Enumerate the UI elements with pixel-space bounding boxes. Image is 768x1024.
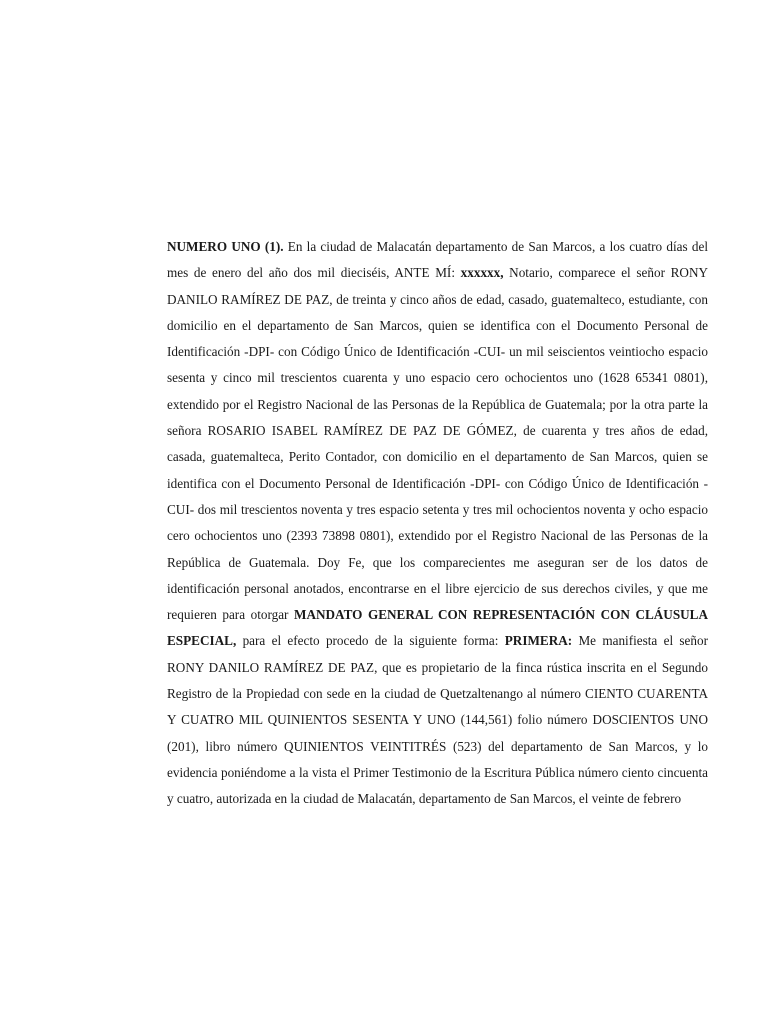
paragraph-text-intro: En la ciudad de Malacatán departamento de San Marcos, a los cuatro días del mes de enero del año dos mil dieciséis, ANTE MÍ: (167, 239, 708, 281)
paragraph-text-clause-first: Me manifiesta el señor RONY DANILO RAMÍREZ DE PAZ, que es propietario de la finca rústica inscrita en el Segundo Registro de la Propiedad con sede en la ciudad de Quetzaltenango al número CIENTO CUARENTA Y CUATRO MIL QUINIENTOS SESENTA Y UNO (144,561) folio número DOSCIENTOS UNO (201), libro número QUINIENTOS VEINTITRÉS (523) del departamento de San Marcos, y lo evidencia poniéndome a la vista el Primer Testimonio de la Escritura Pública número ciento cincuenta y cuatro, autorizada en la ciudad de Malacatán, departamento de San Marcos, el veinte de febrero (167, 633, 708, 807)
clause-first-label: PRIMERA: (504, 633, 573, 649)
paragraph-text-parties: Notario, comparece el señor RONY DANILO RAMÍREZ DE PAZ, de treinta y cinco años de edad, casado, guatemalteco, estudiante, con domicilio en el departamento de San Marcos, quien se identifica con el Documento Personal de Identificación -DPI- con Código Único de Identificación -CUI- un mil seiscientos veintiocho espacio sesenta y cinco mil trescientos cuarenta y uno espacio cero ochocientos uno (1628 65341 0801), extendido por el Registro Nacional de las Personas de la República de Guatemala; por la otra parte la señora ROSARIO ISABEL RAMÍREZ DE PAZ DE GÓMEZ, de cuarenta y tres años de edad, casada, guatemalteca, Perito Contador, con domicilio en el departamento de San Marcos, quien se identifica con el Documento Personal de Identificación -DPI- con Código Único de Identificación -CUI- dos mil trescientos noventa y tres espacio setenta y tres mil ochocientos noventa y ocho espacio cero ochocientos uno (2393 73898 0801), extendido por el Registro Nacional de las Personas de la República de Guatemala. Doy Fe, que los comparecientes me aseguran ser de los datos de identificación personal anotados, encontrarse en el libre ejercicio de sus derechos civiles, y que me requieren para otorgar (167, 265, 708, 623)
deed-number-heading: NUMERO UNO (1). (167, 239, 284, 254)
paragraph-text-procedure: para el efecto procedo de la siguiente forma: (236, 633, 505, 649)
mandate-title: MANDATO GENERAL CON REPRESENTACIÓN CON CLÁUSULA ESPECIAL, (167, 607, 708, 649)
document-paragraph (167, 234, 708, 813)
notary-name-placeholder: xxxxxx, (460, 265, 504, 281)
